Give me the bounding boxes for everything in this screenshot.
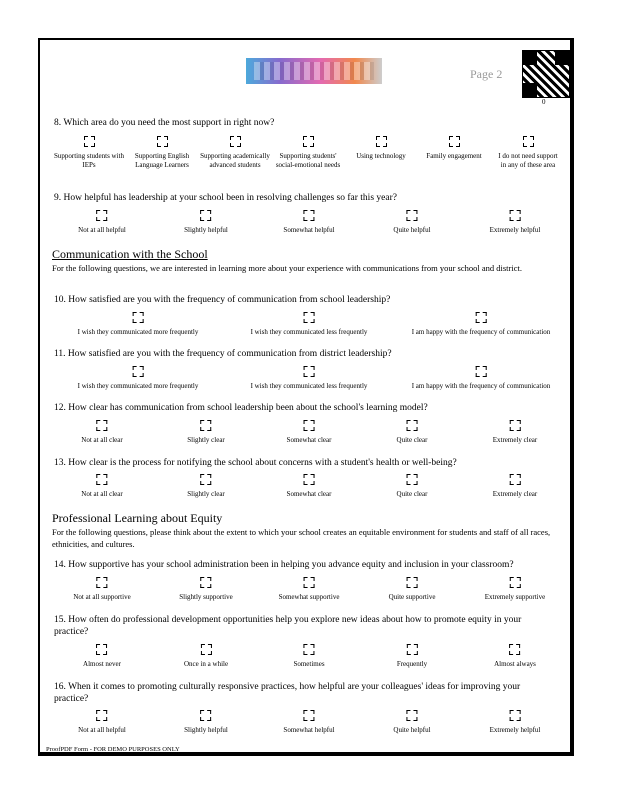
checkbox-icon[interactable]: [157, 136, 168, 147]
checkbox-icon[interactable]: [304, 644, 315, 655]
checkbox-icon[interactable]: [376, 136, 387, 147]
q13-option-3[interactable]: Somewhat clear: [287, 474, 332, 499]
question-14: 14. How supportive has your school administration been in helping you advance equity and inclusion in your classroom?: [54, 560, 514, 570]
checkbox-icon[interactable]: [303, 577, 314, 588]
checkbox-icon[interactable]: [201, 474, 212, 485]
q13-option-4[interactable]: Quite clear: [397, 474, 428, 499]
checkbox-icon[interactable]: [510, 644, 521, 655]
checkbox-icon[interactable]: [475, 366, 486, 377]
checkbox-icon[interactable]: [406, 210, 417, 221]
q16-option-4[interactable]: Quite helpful: [393, 710, 430, 735]
q9-option-4[interactable]: Quite helpful: [393, 210, 430, 235]
page-number: Page 2: [470, 67, 503, 81]
checkbox-icon[interactable]: [133, 312, 144, 323]
q8-option-5[interactable]: Using technology: [345, 136, 417, 161]
q15-option-5[interactable]: Almost always: [494, 644, 536, 669]
q8-option-4[interactable]: Supporting students' social-emotional needs: [272, 136, 344, 170]
checkbox-icon[interactable]: [201, 210, 212, 221]
question-12: 12. How clear has communication from school leadership been about the school's learning model?: [54, 403, 428, 413]
q16-option-5[interactable]: Extremely helpful: [490, 710, 541, 735]
q15-option-3[interactable]: Sometimes: [293, 644, 324, 669]
question-15: 15. How often do professional development opportunities help you explore new ideas about how to promote equity in your practice?: [54, 615, 522, 637]
qr-caption: 0: [542, 98, 546, 106]
checkbox-icon[interactable]: [406, 577, 417, 588]
q13-option-2[interactable]: Slightly clear: [187, 474, 225, 499]
q9-option-2[interactable]: Slightly helpful: [184, 210, 228, 235]
q15-option-1[interactable]: Almost never: [83, 644, 121, 669]
checkbox-icon[interactable]: [304, 312, 315, 323]
section-title-communication: Communication with the School: [52, 247, 208, 261]
q11-option-1[interactable]: I wish they communicated more frequently: [78, 366, 199, 391]
checkbox-icon[interactable]: [84, 136, 95, 147]
checkbox-icon[interactable]: [96, 710, 107, 721]
checkbox-icon[interactable]: [97, 474, 108, 485]
checkbox-icon[interactable]: [509, 474, 520, 485]
checkbox-icon[interactable]: [96, 577, 107, 588]
checkbox-icon[interactable]: [201, 420, 212, 431]
checkbox-icon[interactable]: [133, 366, 144, 377]
checkbox-icon[interactable]: [406, 644, 417, 655]
checkbox-icon[interactable]: [303, 210, 314, 221]
q10-option-2[interactable]: I wish they communicated less frequently: [251, 312, 368, 337]
q14-option-2[interactable]: Slightly supportive: [179, 577, 232, 602]
q8-option-6[interactable]: Family engagement: [418, 136, 490, 161]
q8-option-1[interactable]: Supporting students with IEPs: [53, 136, 125, 170]
checkbox-icon[interactable]: [475, 312, 486, 323]
section-intro-communication: For the following questions, we are interested in learning more about your experience with communications from your school and district.: [52, 263, 522, 273]
question-11: 11. How satisfied are you with the frequency of communication from district leadership?: [54, 349, 392, 359]
q12-option-3[interactable]: Somewhat clear: [287, 420, 332, 445]
checkbox-icon[interactable]: [523, 136, 534, 147]
section-intro-equity: For the following questions, please think about the extent to which your school creates an equitable environment for students and staff of all races, ethnicities, and cultures.: [52, 527, 551, 549]
checkbox-icon[interactable]: [407, 420, 418, 431]
checkbox-icon[interactable]: [509, 420, 520, 431]
q13-option-5[interactable]: Extremely clear: [493, 474, 538, 499]
q14-option-1[interactable]: Not at all supportive: [73, 577, 130, 602]
checkbox-icon[interactable]: [407, 474, 418, 485]
q8-option-3[interactable]: Supporting academically advanced students: [199, 136, 271, 170]
question-8: 8. Which area do you need the most support in right now?: [54, 118, 275, 128]
qr-code-icon: [522, 50, 570, 98]
q16-option-3[interactable]: Somewhat helpful: [283, 710, 334, 735]
checkbox-icon[interactable]: [304, 366, 315, 377]
question-9: 9. How helpful has leadership at your school been in resolving challenges so far this year?: [54, 193, 397, 203]
question-10: 10. How satisfied are you with the frequency of communication from school leadership?: [54, 295, 391, 305]
checkbox-icon[interactable]: [201, 644, 212, 655]
q8-option-7[interactable]: I do not need support in any of these area: [497, 136, 559, 170]
checkbox-icon[interactable]: [303, 710, 314, 721]
question-13: 13. How clear is the process for notifying the school about concerns with a student's health or well-being?: [54, 458, 457, 468]
checkbox-icon[interactable]: [406, 710, 417, 721]
q14-option-5[interactable]: Extremely supportive: [485, 577, 545, 602]
q11-option-2[interactable]: I wish they communicated less frequently: [251, 366, 368, 391]
checkbox-icon[interactable]: [200, 577, 211, 588]
checkbox-icon[interactable]: [304, 474, 315, 485]
checkbox-icon[interactable]: [96, 210, 107, 221]
section-title-equity: Professional Learning about Equity: [52, 511, 223, 525]
q12-option-1[interactable]: Not at all clear: [81, 420, 122, 445]
q15-option-4[interactable]: Frequently: [397, 644, 427, 669]
q12-option-5[interactable]: Extremely clear: [493, 420, 538, 445]
q8-option-2[interactable]: Supporting English Language Learners: [126, 136, 198, 170]
checkbox-icon[interactable]: [509, 210, 520, 221]
school-logo: [246, 58, 382, 84]
q10-option-3[interactable]: I am happy with the frequency of communication: [412, 312, 551, 337]
q9-option-1[interactable]: Not at all helpful: [78, 210, 126, 235]
q11-option-3[interactable]: I am happy with the frequency of communication: [412, 366, 551, 391]
checkbox-icon[interactable]: [230, 136, 241, 147]
question-16: 16. When it comes to promoting culturally responsive practices, how helpful are your colleagues' ideas for improving your practice?: [54, 682, 521, 704]
q14-option-4[interactable]: Quite supportive: [389, 577, 436, 602]
checkbox-icon[interactable]: [97, 420, 108, 431]
q16-option-1[interactable]: Not at all helpful: [78, 710, 126, 735]
checkbox-icon[interactable]: [201, 710, 212, 721]
checkbox-icon[interactable]: [509, 710, 520, 721]
q12-option-4[interactable]: Quite clear: [397, 420, 428, 445]
checkbox-icon[interactable]: [304, 420, 315, 431]
form-page: [38, 38, 574, 756]
q16-option-2[interactable]: Slightly helpful: [184, 710, 228, 735]
q15-option-2[interactable]: Once in a while: [184, 644, 228, 669]
q9-option-3[interactable]: Somewhat helpful: [283, 210, 334, 235]
q9-option-5[interactable]: Extremely helpful: [490, 210, 541, 235]
footer-text: ProofPDF Form - FOR DEMO PURPOSES ONLY: [46, 746, 180, 753]
q10-option-1[interactable]: I wish they communicated more frequently: [78, 312, 199, 337]
checkbox-icon[interactable]: [510, 577, 521, 588]
checkbox-icon[interactable]: [449, 136, 460, 147]
q13-option-1[interactable]: Not at all clear: [81, 474, 122, 499]
checkbox-icon[interactable]: [96, 644, 107, 655]
checkbox-icon[interactable]: [303, 136, 314, 147]
q12-option-2[interactable]: Slightly clear: [187, 420, 225, 445]
q14-option-3[interactable]: Somewhat supportive: [279, 577, 340, 602]
